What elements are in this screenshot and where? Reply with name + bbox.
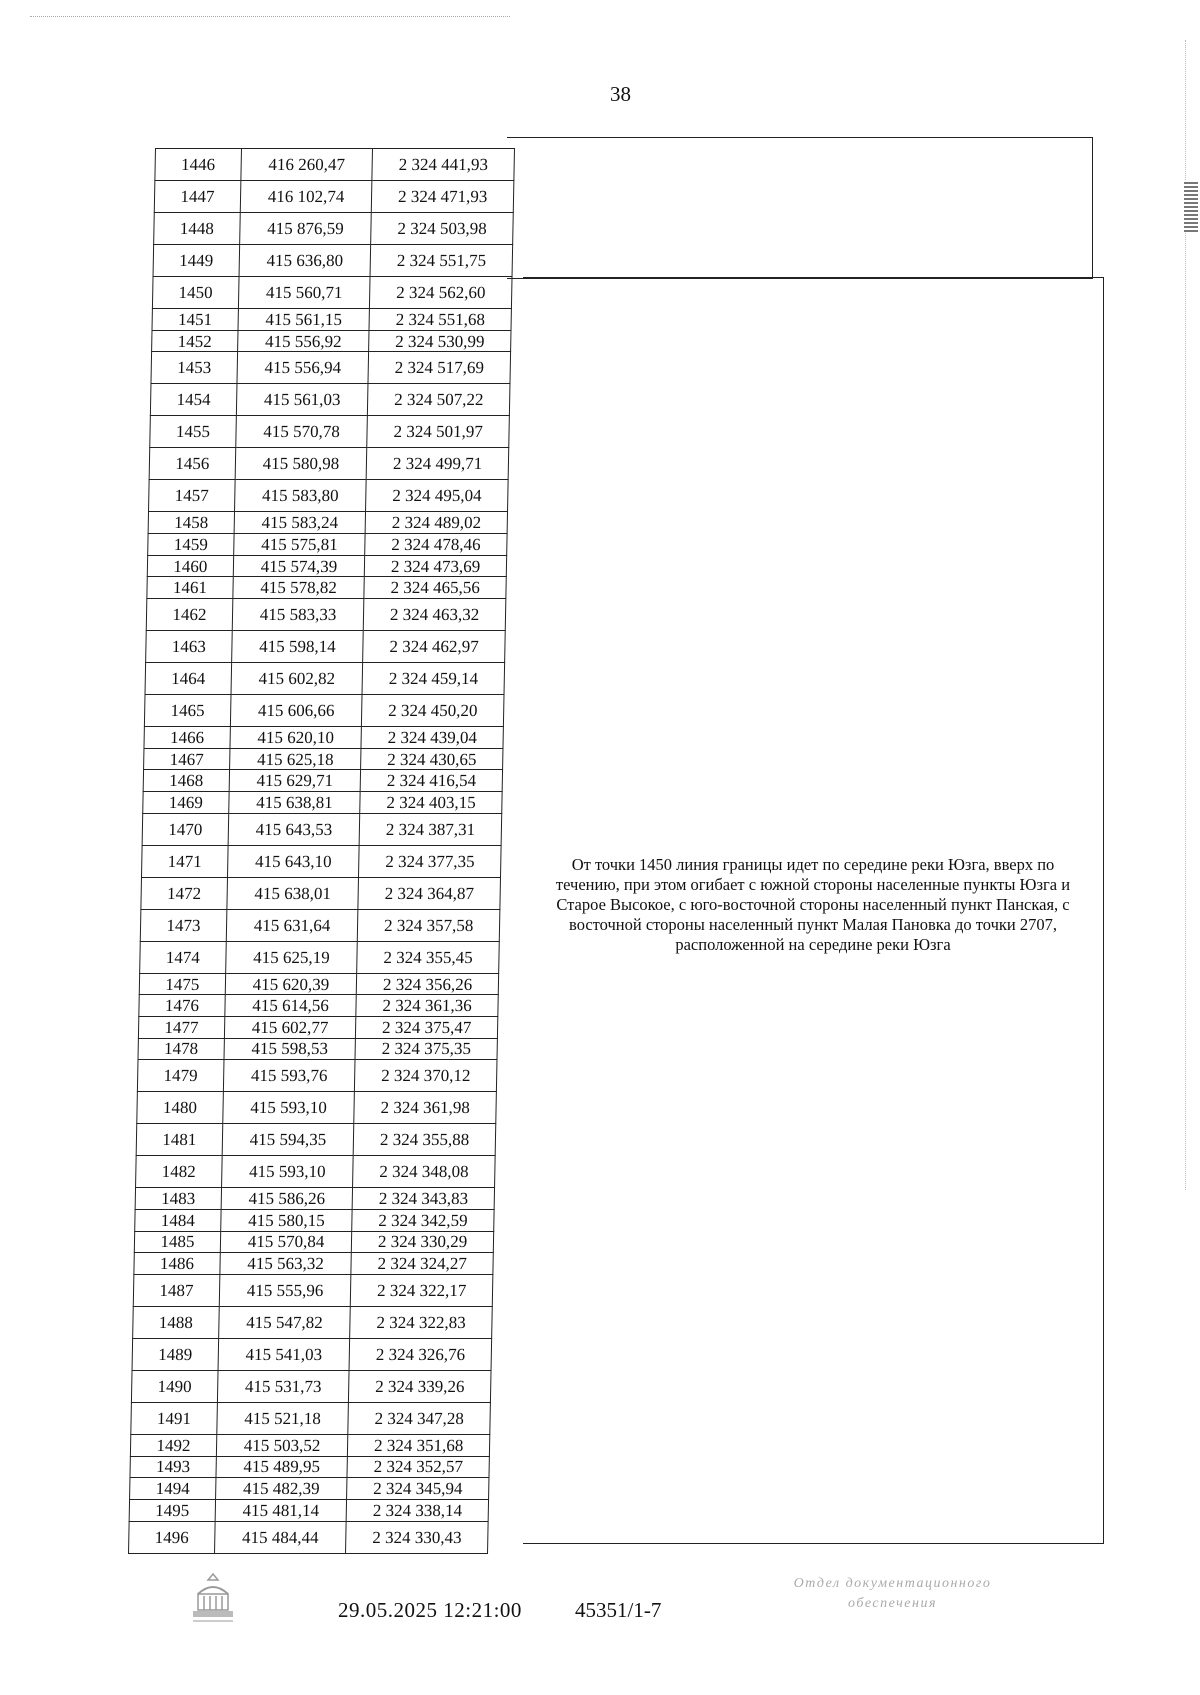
y-coordinate-cell: 2 324 326,76 [349, 1338, 491, 1370]
point-number-cell: 1487 [133, 1274, 219, 1306]
point-number-cell: 1447 [154, 181, 240, 213]
table-row [131, 1402, 491, 1434]
x-coordinate-cell: 415 556,92 [237, 330, 369, 352]
table-row [152, 277, 512, 309]
table-row [143, 770, 502, 792]
table-row [132, 1338, 492, 1370]
y-coordinate-cell: 2 324 339,26 [349, 1370, 491, 1402]
table-row [131, 1370, 491, 1402]
point-number-cell: 1460 [147, 555, 233, 577]
point-number-cell: 1472 [141, 877, 227, 909]
y-coordinate-cell: 2 324 465,56 [364, 577, 506, 599]
description-line: расположенной на середине реки Юзга [675, 935, 951, 954]
y-coordinate-cell: 2 324 377,35 [359, 845, 501, 877]
x-coordinate-cell: 415 547,82 [219, 1306, 351, 1338]
y-coordinate-cell: 2 324 517,69 [368, 352, 510, 384]
x-coordinate-cell: 416 260,47 [241, 149, 373, 181]
description-line: Старое Высокое, с юго-восточной стороны населенный пункт Панская, с [556, 895, 1070, 914]
x-coordinate-cell: 415 541,03 [218, 1338, 350, 1370]
point-number-cell: 1466 [144, 727, 230, 749]
x-coordinate-cell: 415 503,52 [216, 1434, 348, 1456]
x-coordinate-cell: 415 561,03 [236, 384, 368, 416]
table-row [154, 181, 514, 213]
x-coordinate-cell: 415 578,82 [233, 577, 365, 599]
building-emblem-icon [188, 1570, 238, 1624]
y-coordinate-cell: 2 324 551,68 [369, 309, 511, 331]
x-coordinate-cell: 415 563,32 [220, 1253, 352, 1275]
x-coordinate-cell: 415 586,26 [221, 1188, 353, 1210]
table-row [143, 791, 502, 813]
description-line: течению, при этом огибает с южной стороны населенные пункты Юзга и [555, 875, 1071, 894]
y-coordinate-cell: 2 324 507,22 [368, 384, 510, 416]
point-number-cell: 1449 [153, 245, 239, 277]
point-number-cell: 1462 [146, 599, 232, 631]
y-coordinate-cell: 2 324 478,46 [365, 534, 507, 556]
table-row [152, 330, 511, 352]
x-coordinate-cell: 415 598,53 [224, 1038, 356, 1060]
point-number-cell: 1473 [140, 909, 226, 941]
point-number-cell: 1482 [136, 1156, 222, 1188]
x-coordinate-cell: 415 636,80 [239, 245, 371, 277]
point-number-cell: 1463 [146, 631, 232, 663]
table-row [146, 631, 506, 663]
y-coordinate-cell: 2 324 356,26 [356, 973, 498, 995]
y-coordinate-cell: 2 324 345,94 [347, 1478, 489, 1500]
table-row [149, 448, 509, 480]
point-number-cell: 1481 [136, 1124, 222, 1156]
point-number-cell: 1486 [134, 1253, 220, 1275]
x-coordinate-cell: 415 602,77 [224, 1016, 356, 1038]
point-number-cell: 1457 [149, 480, 235, 512]
y-coordinate-cell: 2 324 439,04 [361, 727, 503, 749]
x-coordinate-cell: 415 638,01 [227, 877, 359, 909]
point-number-cell: 1495 [129, 1499, 215, 1521]
document-id: 45351/1-7 [575, 1598, 662, 1622]
point-number-cell: 1448 [154, 213, 240, 245]
table-row [129, 1499, 488, 1521]
table-row [133, 1274, 493, 1306]
y-coordinate-cell: 2 324 489,02 [365, 512, 507, 534]
x-coordinate-cell: 415 583,33 [232, 599, 364, 631]
x-coordinate-cell: 415 614,56 [225, 995, 357, 1017]
point-number-cell: 1464 [145, 663, 231, 695]
x-coordinate-cell: 415 598,14 [231, 631, 363, 663]
table-row [139, 973, 498, 995]
point-number-cell: 1469 [143, 791, 229, 813]
point-number-cell: 1474 [140, 941, 226, 973]
table-row [138, 1016, 497, 1038]
y-coordinate-cell: 2 324 351,68 [348, 1434, 490, 1456]
y-coordinate-cell: 2 324 551,75 [370, 245, 512, 277]
x-coordinate-cell: 415 570,78 [236, 416, 368, 448]
y-coordinate-cell: 2 324 473,69 [365, 555, 507, 577]
y-coordinate-cell: 2 324 441,93 [372, 149, 514, 181]
table-row [144, 748, 503, 770]
table-row [130, 1456, 489, 1478]
timestamp: 29.05.2025 12:21:00 [338, 1598, 522, 1622]
point-number-cell: 1455 [150, 416, 236, 448]
y-coordinate-cell: 2 324 322,83 [350, 1306, 492, 1338]
x-coordinate-cell: 415 583,80 [234, 480, 366, 512]
table-row [135, 1188, 494, 1210]
point-number-cell: 1485 [134, 1231, 220, 1253]
y-coordinate-cell: 2 324 364,87 [358, 877, 500, 909]
point-number-cell: 1453 [151, 352, 237, 384]
table-row [148, 534, 507, 556]
description-line: восточной стороны населенный пункт Малая Пановка до точки 2707, [569, 915, 1057, 934]
x-coordinate-cell: 415 593,10 [221, 1156, 353, 1188]
point-number-cell: 1494 [130, 1478, 216, 1500]
y-coordinate-cell: 2 324 530,99 [369, 330, 511, 352]
y-coordinate-cell: 2 324 501,97 [367, 416, 509, 448]
x-coordinate-cell: 415 876,59 [240, 213, 372, 245]
table-row [155, 149, 515, 181]
x-coordinate-cell: 415 484,44 [214, 1521, 346, 1553]
scan-artifact-block [1184, 180, 1198, 232]
point-number-cell: 1451 [152, 309, 238, 331]
point-number-cell: 1471 [141, 845, 227, 877]
table-row [137, 1060, 497, 1092]
x-coordinate-cell: 415 625,19 [226, 941, 358, 973]
table-row [140, 941, 500, 973]
x-coordinate-cell: 415 620,39 [225, 973, 357, 995]
y-coordinate-cell: 2 324 375,47 [356, 1016, 498, 1038]
table-row [154, 213, 514, 245]
table-row [133, 1306, 493, 1338]
table-row [136, 1156, 496, 1188]
y-coordinate-cell: 2 324 348,08 [353, 1156, 495, 1188]
x-coordinate-cell: 415 556,94 [237, 352, 369, 384]
table-row [141, 877, 501, 909]
y-coordinate-cell: 2 324 324,27 [351, 1253, 493, 1275]
x-coordinate-cell: 415 531,73 [217, 1370, 349, 1402]
point-number-cell: 1492 [130, 1434, 216, 1456]
table-row [134, 1253, 493, 1275]
table-row [147, 577, 506, 599]
x-coordinate-cell: 415 625,18 [229, 748, 361, 770]
point-number-cell: 1483 [135, 1188, 221, 1210]
x-coordinate-cell: 415 575,81 [234, 534, 366, 556]
x-coordinate-cell: 415 560,71 [238, 277, 370, 309]
point-number-cell: 1479 [137, 1060, 223, 1092]
x-coordinate-cell: 415 620,10 [230, 727, 362, 749]
x-coordinate-cell: 415 583,24 [234, 512, 366, 534]
point-number-cell: 1465 [144, 695, 230, 727]
point-number-cell: 1496 [129, 1521, 215, 1553]
point-number-cell: 1478 [138, 1038, 224, 1060]
y-coordinate-cell: 2 324 338,14 [346, 1499, 488, 1521]
x-coordinate-cell: 415 643,53 [228, 813, 360, 845]
y-coordinate-cell: 2 324 370,12 [355, 1060, 497, 1092]
point-number-cell: 1461 [147, 577, 233, 599]
x-coordinate-cell: 415 555,96 [219, 1274, 351, 1306]
x-coordinate-cell: 415 593,10 [223, 1092, 355, 1124]
y-coordinate-cell: 2 324 403,15 [360, 791, 502, 813]
y-coordinate-cell: 2 324 322,17 [351, 1274, 493, 1306]
point-number-cell: 1467 [144, 748, 230, 770]
y-coordinate-cell: 2 324 450,20 [362, 695, 504, 727]
point-number-cell: 1452 [152, 330, 238, 352]
point-number-cell: 1475 [139, 973, 225, 995]
x-coordinate-cell: 415 580,15 [221, 1209, 353, 1231]
point-number-cell: 1491 [131, 1402, 217, 1434]
point-number-cell: 1468 [143, 770, 229, 792]
y-coordinate-cell: 2 324 416,54 [360, 770, 502, 792]
x-coordinate-cell: 415 606,66 [230, 695, 362, 727]
x-coordinate-cell: 415 574,39 [233, 555, 365, 577]
x-coordinate-cell: 415 594,35 [222, 1124, 354, 1156]
table-row [136, 1124, 496, 1156]
x-coordinate-cell: 415 602,82 [231, 663, 363, 695]
point-number-cell: 1488 [133, 1306, 219, 1338]
x-coordinate-cell: 415 521,18 [217, 1402, 349, 1434]
y-coordinate-cell: 2 324 355,88 [353, 1124, 495, 1156]
y-coordinate-cell: 2 324 357,58 [358, 909, 500, 941]
y-coordinate-cell: 2 324 361,98 [354, 1092, 496, 1124]
y-coordinate-cell: 2 324 330,29 [352, 1231, 494, 1253]
table-row [151, 352, 511, 384]
y-coordinate-cell: 2 324 375,35 [355, 1038, 497, 1060]
point-number-cell: 1490 [131, 1370, 217, 1402]
x-coordinate-cell: 415 643,10 [227, 845, 359, 877]
point-number-cell: 1459 [148, 534, 234, 556]
x-coordinate-cell: 415 593,76 [223, 1060, 355, 1092]
description-cell-upper [507, 137, 1093, 279]
y-coordinate-cell: 2 324 462,97 [363, 631, 505, 663]
description-line: От точки 1450 линия границы идет по середине реки Юзга, вверх по [571, 855, 1055, 874]
y-coordinate-cell: 2 324 471,93 [372, 181, 514, 213]
table-row [135, 1209, 494, 1231]
table-row [148, 512, 507, 534]
y-coordinate-cell: 2 324 355,45 [357, 941, 499, 973]
point-number-cell: 1458 [148, 512, 234, 534]
x-coordinate-cell: 415 580,98 [235, 448, 367, 480]
x-coordinate-cell: 415 561,15 [238, 309, 370, 331]
table-row [153, 245, 513, 277]
y-coordinate-cell: 2 324 342,59 [352, 1209, 494, 1231]
y-coordinate-cell: 2 324 499,71 [366, 448, 508, 480]
department-stamp [755, 1574, 1030, 1614]
point-number-cell: 1470 [142, 813, 228, 845]
point-number-cell: 1480 [137, 1092, 223, 1124]
page-number: 38 [610, 82, 631, 106]
table-row [130, 1434, 489, 1456]
stamp-line: Отдел документационного [793, 1576, 992, 1591]
x-coordinate-cell: 415 482,39 [215, 1478, 347, 1500]
point-number-cell: 1489 [132, 1338, 218, 1370]
table-row [141, 845, 501, 877]
table-row [129, 1521, 489, 1553]
table-row [142, 813, 502, 845]
x-coordinate-cell: 415 638,81 [229, 791, 361, 813]
table-row [144, 695, 504, 727]
x-coordinate-cell: 415 570,84 [220, 1231, 352, 1253]
boundary-description [528, 855, 1098, 955]
y-coordinate-cell: 2 324 495,04 [366, 480, 508, 512]
y-coordinate-cell: 2 324 361,36 [356, 995, 498, 1017]
x-coordinate-cell: 415 489,95 [216, 1456, 348, 1478]
y-coordinate-cell: 2 324 352,57 [347, 1456, 489, 1478]
coordinates-table [128, 148, 515, 1554]
table-row [149, 480, 509, 512]
point-number-cell: 1454 [150, 384, 236, 416]
table-row [140, 909, 500, 941]
y-coordinate-cell: 2 324 459,14 [362, 663, 504, 695]
x-coordinate-cell: 416 102,74 [240, 181, 372, 213]
table-row [147, 555, 506, 577]
table-row [130, 1478, 489, 1500]
point-number-cell: 1477 [138, 1016, 224, 1038]
y-coordinate-cell: 2 324 330,43 [346, 1521, 488, 1553]
point-number-cell: 1446 [155, 149, 241, 181]
y-coordinate-cell: 2 324 387,31 [359, 813, 501, 845]
table-row [150, 416, 510, 448]
x-coordinate-cell: 415 481,14 [215, 1499, 347, 1521]
point-number-cell: 1476 [139, 995, 225, 1017]
table-row [145, 663, 505, 695]
table-row [150, 384, 510, 416]
point-number-cell: 1456 [149, 448, 235, 480]
point-number-cell: 1493 [130, 1456, 216, 1478]
y-coordinate-cell: 2 324 503,98 [371, 213, 513, 245]
y-coordinate-cell: 2 324 562,60 [370, 277, 512, 309]
table-row [138, 1038, 497, 1060]
table-row [139, 995, 498, 1017]
x-coordinate-cell: 415 629,71 [229, 770, 361, 792]
y-coordinate-cell: 2 324 343,83 [352, 1188, 494, 1210]
stamp-line: обеспечения [848, 1596, 937, 1611]
y-coordinate-cell: 2 324 430,65 [361, 748, 503, 770]
x-coordinate-cell: 415 631,64 [226, 909, 358, 941]
table-row [146, 599, 506, 631]
table-row [137, 1092, 497, 1124]
table-row [144, 727, 503, 749]
y-coordinate-cell: 2 324 463,32 [363, 599, 505, 631]
scan-artifact-top [30, 16, 510, 17]
table-row [152, 309, 511, 331]
y-coordinate-cell: 2 324 347,28 [348, 1402, 490, 1434]
point-number-cell: 1484 [135, 1209, 221, 1231]
point-number-cell: 1450 [152, 277, 238, 309]
table-row [134, 1231, 493, 1253]
